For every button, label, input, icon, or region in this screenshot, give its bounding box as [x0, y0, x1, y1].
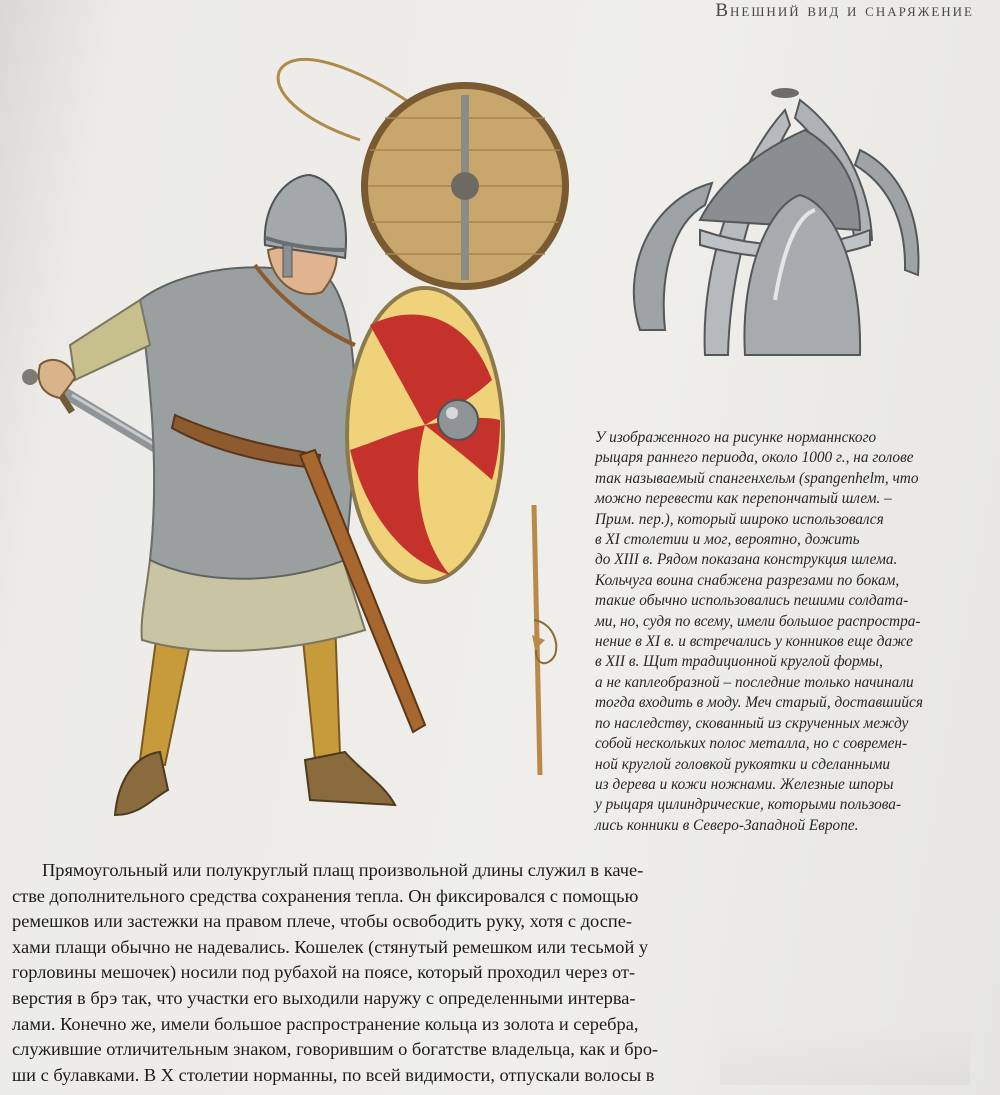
body-paragraph: Прямоугольный или полукруглый плащ произвольной длины служил в каче- стве дополнительного средства сохранения тепла. Он фиксировался с помощью ремешков или застежки на правом плече, чтобы освободить руку, хотя с доспе- хами плащи обычно не надевались. Кошелек (стянутый ремешком или тесьмой у горловины мешочек) носили под рубахой на поясе, который проходил через от- верстия в брэ так, что участки его выходили наружу с определенными интерва- лами. Конечно же, имели большое распространение кольца из золота и серебра, служившие отличительным знаком, говорившим о богатстве владельца, как и бро- ши с булавками. В X столетии норманны, по всей видимости, отпускали волосы в — [12, 860, 659, 1085]
painted-shield — [347, 288, 503, 582]
page-shadow — [720, 1025, 970, 1085]
figure-caption — [595, 428, 975, 836]
spur — [532, 505, 556, 775]
body-text — [12, 858, 702, 1088]
spangenhelm-parts — [634, 88, 919, 355]
caption-text: У изображенного на рисунке норманнского рыцаря раннего периода, около 1000 г., на голове так называемый спангенхельм (spangenhelm, что можно перевести как перепончатый шлем. – Прим. пер.), который широко использовался в XI столетии и мог, вероятно, дожить до XIII в. Рядом показана конструкция шлема. Кольчуга воина снабжена разрезами по бокам, такие обычно использовались пешими солдата- ми, но, судя по всему, имели большое распростра- нение в XI в. и встречались у конников еще даже в XII в. Щит традиционной круглой формы, а не каплеобразной – последние только начинали тогда входить в моду. Меч старый, доставшийся по наследству, скованный из скрученных между собой нескольких полос металла, но с современ- ной круглой головкой рукоятки и сделанными из дерева и кожи ножнами. Железные шпоры у рыцаря цилиндрические, которыми пользова- лись конники в Северо-Западной Европе. — [595, 429, 923, 834]
running-head: Внешний вид и снаряжение — [715, 0, 974, 21]
